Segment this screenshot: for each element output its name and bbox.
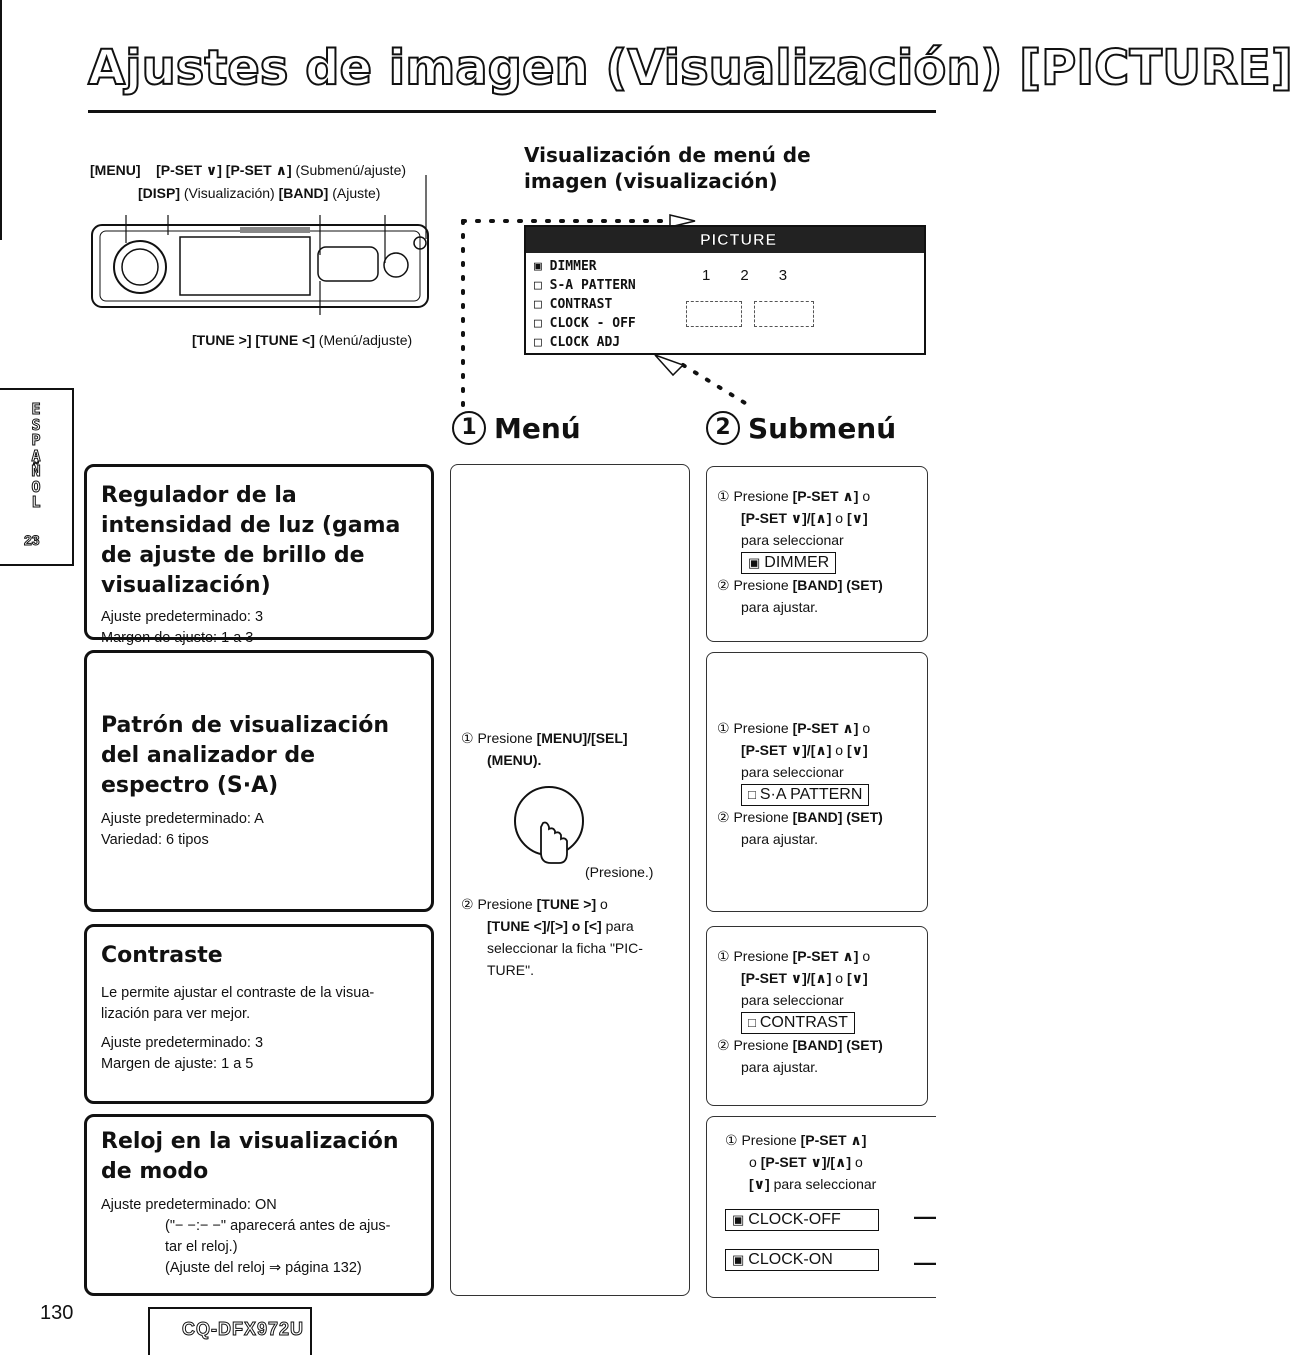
panel-label-line2	[138, 185, 380, 201]
step-text: o	[835, 742, 844, 758]
box-clock-title: Reloj en la visualización de modo	[101, 1129, 399, 1184]
box-dimmer	[84, 464, 434, 646]
step-key: [P-SET ∨]/[∧]	[741, 510, 832, 526]
step-number: ①	[717, 948, 730, 964]
panel-label-line1	[90, 162, 406, 179]
step-key: [∨]	[749, 1176, 770, 1192]
box-contrast-line: Margen de ajuste: 1 a 5	[101, 1056, 254, 1072]
step-text: Presione	[741, 1132, 797, 1148]
step-text: o	[749, 1154, 757, 1170]
box-clock-line: (Ajuste del reloj ⇒ página 132)	[165, 1260, 362, 1276]
screen-item-dimmer: ▣ DIMMER	[534, 259, 597, 274]
screen-item-label: CLOCK ADJ	[549, 335, 621, 350]
step-text: o	[835, 970, 844, 986]
step-number: ①	[717, 720, 730, 736]
title-rule	[88, 110, 936, 113]
step-key: [TUNE <]/[>] o [<]	[487, 918, 602, 934]
step-text: Presione	[733, 809, 789, 825]
continuation-dash: —	[914, 1250, 936, 1275]
option-label: CONTRAST	[759, 1014, 848, 1031]
disp-key-label: [DISP]	[138, 185, 180, 201]
step-key: [P-SET ∧]	[792, 948, 859, 964]
disp-key-desc: (Visualización)	[183, 185, 275, 201]
submenu-step-1	[717, 485, 917, 574]
box-clock-line: ("− −:− −" aparecerá antes de ajus-	[165, 1218, 391, 1234]
box-contrast-title: Contraste	[101, 943, 223, 968]
screen-item-label: CLOCK - OFF	[549, 316, 636, 331]
step-text: para seleccionar	[741, 992, 844, 1008]
menu-key-label: [MENU]	[90, 162, 141, 178]
submenu-step-2	[717, 806, 917, 850]
screen-level-3: 3	[778, 267, 818, 284]
box-dimmer-line: Margen de ajuste: 1 a 3	[101, 630, 254, 646]
step-text: o	[862, 720, 871, 736]
screen-item-clock-off: □ CLOCK - OFF	[534, 316, 636, 331]
step-key: (MENU).	[487, 752, 542, 768]
option-label: CLOCK-ON	[748, 1251, 833, 1268]
submenu-step-1	[717, 717, 917, 806]
step-text-block	[461, 915, 683, 981]
step-key: [P-SET ∨]/[∧]	[741, 742, 832, 758]
tune-key-desc: (Menú/adjuste)	[318, 332, 413, 348]
option-clock-off: ▣ CLOCK-OFF	[725, 1209, 879, 1231]
submenu-contrast-box	[706, 926, 928, 1106]
menu-display-heading: Visualización de menú de imagen (visualización)	[524, 143, 811, 193]
screen-level-2: 2	[740, 267, 779, 284]
step-text: Presione	[477, 896, 533, 912]
press-knob-icon	[501, 783, 591, 873]
step-key: [BAND] (SET)	[792, 1037, 883, 1053]
box-clock-line: Ajuste predeterminado: ON	[101, 1197, 277, 1213]
screen-item-contrast: □ CONTRAST	[534, 297, 613, 312]
screen-item-sa-pattern: □ S-A PATTERN	[534, 278, 636, 293]
box-clock	[84, 1114, 434, 1296]
box-sa-pattern-title: Patrón de visualización del analizador de espectro (S·A)	[101, 713, 390, 798]
tune-key-label: [TUNE >] [TUNE <]	[192, 332, 315, 348]
section-submenu-heading	[706, 410, 896, 445]
step-text: para seleccionar	[773, 1176, 877, 1192]
section-number-badge: 2	[706, 411, 740, 445]
step-key: [P-SET ∧]	[792, 488, 859, 504]
language-side-tab	[0, 388, 74, 566]
option-label: S·A PATTERN	[759, 786, 863, 803]
pset-key-desc: (Submenú/ajuste)	[295, 162, 407, 178]
step-text: para ajustar.	[741, 1059, 819, 1075]
screen-item-label: S-A PATTERN	[549, 278, 636, 293]
step-key: [P-SET ∨]/[∧]	[741, 970, 832, 986]
box-sa-pattern-line: Ajuste predeterminado: A	[101, 811, 264, 827]
submenu-sa-pattern-box	[706, 652, 928, 912]
step-text: o	[854, 1154, 863, 1170]
left-edge-rule	[0, 0, 2, 240]
picture-menu-screen	[524, 225, 926, 355]
step-text: Presione	[733, 720, 789, 736]
submenu-dimmer-box	[706, 466, 928, 642]
step-number: ①	[725, 1132, 738, 1148]
box-contrast-line: Le permite ajustar el contraste de la visua-	[101, 985, 375, 1001]
page-title: Ajustes de imagen (Visualización) [PICTURE]	[88, 40, 1293, 96]
step-key: [P-SET ∨]/[∧]	[760, 1154, 852, 1170]
screen-tab-title: PICTURE	[700, 232, 778, 249]
side-tab-page-badge: 23	[24, 532, 40, 548]
screen-level-1: 1	[702, 267, 741, 284]
screen-item-clock-adj: □ CLOCK ADJ	[534, 335, 621, 350]
step-text: para ajustar.	[741, 599, 819, 615]
step-key: [P-SET ∧]	[800, 1132, 867, 1148]
step-key: [BAND] (SET)	[792, 809, 883, 825]
box-dimmer-title: Regulador de la intensidad de luz (gama de ajuste de brillo de visualización)	[101, 483, 401, 598]
section-submenu-label: Submenú	[748, 411, 897, 445]
step-key: [∨]	[846, 742, 868, 758]
menu-steps-panel	[450, 464, 690, 1296]
step-key: [P-SET ∧]	[792, 720, 859, 736]
step-number: ②	[461, 896, 474, 912]
submenu-step-2	[717, 1034, 917, 1078]
step-text: o	[862, 948, 871, 964]
step-key: [∨]	[846, 510, 868, 526]
panel-label-line3	[192, 332, 412, 348]
box-sa-pattern	[84, 650, 434, 912]
submenu-step-2	[717, 574, 917, 618]
screen-level-frame	[686, 301, 742, 327]
section-menu-label: Menú	[494, 411, 581, 445]
step-text: Presione	[733, 488, 789, 504]
step-text: para seleccionar la ficha "PIC-TURE".	[487, 918, 643, 978]
step-key: [TUNE >]	[536, 896, 597, 912]
submenu-step-1	[717, 945, 917, 1034]
step-number: ②	[717, 809, 730, 825]
side-tab-language	[28, 402, 44, 511]
continuation-dash: —	[914, 1204, 936, 1229]
step-key: [BAND] (SET)	[792, 577, 883, 593]
option-sa-pattern: □ S·A PATTERN	[741, 784, 869, 806]
step-text: o	[835, 510, 844, 526]
screen-menu-items	[534, 257, 636, 352]
menu-step-1	[461, 727, 679, 771]
box-dimmer-line: Ajuste predeterminado: 3	[101, 609, 264, 625]
box-sa-pattern-line: Variedad: 6 tipos	[101, 832, 209, 848]
model-name: CQ-DFX972U	[182, 1319, 305, 1339]
step-text: o	[862, 488, 871, 504]
option-label: CLOCK-OFF	[748, 1211, 841, 1228]
step-key: [∨]	[846, 970, 868, 986]
screen-item-label: DIMMER	[549, 259, 597, 274]
step-text: Presione	[733, 1037, 789, 1053]
step-text: Presione	[733, 948, 789, 964]
step-number: ①	[461, 730, 474, 746]
box-contrast	[84, 924, 434, 1104]
box-contrast-line: Ajuste predeterminado: 3	[101, 1035, 264, 1051]
step-text: Presione	[733, 577, 789, 593]
band-key-desc: (Ajuste)	[332, 185, 381, 201]
step-number: ②	[717, 1037, 730, 1053]
menu-step-2	[461, 893, 683, 981]
step-text: Presione	[477, 730, 533, 746]
step-number: ②	[717, 577, 730, 593]
option-clock-on: ▣ CLOCK-ON	[725, 1249, 879, 1271]
band-key-label: [BAND]	[278, 185, 329, 201]
box-contrast-line: lización para ver mejor.	[101, 1006, 251, 1022]
pset-key-label: [P-SET ∨] [P-SET ∧]	[156, 162, 292, 178]
step-text: para ajustar.	[741, 831, 819, 847]
head-unit-illustration	[90, 215, 440, 315]
submenu-clock-step-1	[725, 1129, 918, 1195]
step-text: o	[600, 896, 608, 912]
press-note: (Presione.)	[585, 864, 654, 880]
screen-item-label: CONTRAST	[549, 297, 613, 312]
step-number: ①	[717, 488, 730, 504]
step-text: para seleccionar	[741, 532, 844, 548]
option-label: DIMMER	[764, 554, 830, 571]
step-key: [MENU]/[SEL]	[536, 730, 628, 746]
option-contrast: □ CONTRAST	[741, 1012, 855, 1034]
page-number: 130	[40, 1302, 74, 1324]
box-clock-line: tar el reloj.)	[165, 1239, 238, 1255]
screen-level-values	[702, 267, 817, 284]
screen-level-frame	[754, 301, 814, 327]
side-tab-language-text: ESPAÑOL	[31, 400, 41, 511]
option-dimmer: ▣ DIMMER	[741, 552, 836, 574]
section-menu-heading	[452, 410, 581, 445]
submenu-clock-box	[706, 1116, 936, 1298]
model-tab	[148, 1307, 312, 1355]
step-text: para seleccionar	[741, 764, 844, 780]
section-number-badge: 1	[452, 411, 486, 445]
